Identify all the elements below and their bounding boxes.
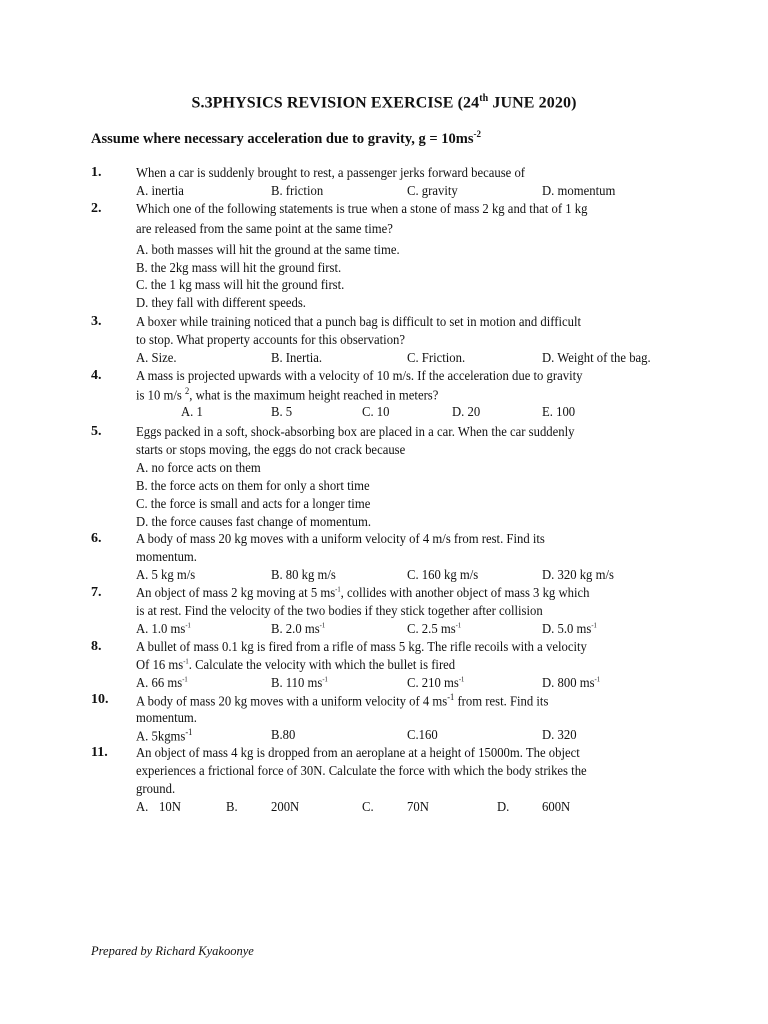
question-text: An object of mass 4 kg is dropped from an aeroplane at a height of 15000m. The object <box>136 745 580 760</box>
author-footer: Prepared by Richard Kyakoonye <box>91 944 254 958</box>
option-a: A. 66 $ms^{-1}$ <box>136 675 188 690</box>
option-d: D. the force causes fast change of momentum. <box>136 514 372 529</box>
option-b: B. friction <box>271 183 324 198</box>
option-b: B. the force acts on them for only a short time <box>136 478 370 493</box>
question-text: A bullet of mass 0.1 kg is fired from a rifle of mass 5 kg. The rifle recoils with a velocity <box>136 639 587 654</box>
option-c: C. the 1 kg mass will hit the ground first. <box>136 277 345 292</box>
option-a-value: 10N <box>159 799 181 814</box>
question-text: A boxer while training noticed that a punch bag is difficult to set in motion and difficult <box>136 314 582 329</box>
question-number: 5. <box>91 424 102 439</box>
option-d: D. they fall with different speeds. <box>136 295 306 310</box>
option-d: D. Weight of the bag. <box>542 350 651 365</box>
question-text: Which one of the following statements is true when a stone of mass 2 kg and that of 1 kg <box>136 201 588 216</box>
question-text: Eggs packed in a soft, shock-absorbing box are placed in a car. When the car suddenly <box>136 424 575 439</box>
question-number: 11. <box>91 745 108 760</box>
question-number: 7. <box>91 585 102 600</box>
option-d: D. 320 kg m/s <box>542 567 614 582</box>
option-c: C. gravity <box>407 183 458 198</box>
question-text: Of 16 $ms^{-1}$. Calculate the velocity with which the bullet is fired <box>136 657 456 672</box>
question-text: starts or stops moving, the eggs do not crack because <box>136 442 406 457</box>
option-c: C. the force is small and acts for a longer time <box>136 496 371 511</box>
option-d-label: D. <box>497 799 510 814</box>
option-a: A. 5kgms$^{-1}$ <box>136 727 193 744</box>
option-a: A. inertia <box>136 183 184 198</box>
option-b-value: 200N <box>271 799 300 814</box>
option-b: B. 80 kg m/s <box>271 567 336 582</box>
question-number: 2. <box>91 201 102 216</box>
option-c: C.160 <box>407 727 438 742</box>
question-text: experiences a frictional force of 30N. Calculate the force with which the body strikes the <box>136 763 587 778</box>
question-text: momentum. <box>136 549 197 564</box>
question-text: A body of mass 20 kg moves with a uniform velocity of 4 m/s from rest. Find its <box>136 531 545 546</box>
option-b: B. Inertia. <box>271 350 323 365</box>
option-d: D. 320 <box>542 727 577 742</box>
option-a: A. no force acts on them <box>136 460 261 475</box>
question-text: to stop. What property accounts for this observation? <box>136 332 406 347</box>
question-number: 1. <box>91 165 102 180</box>
question-text: When a car is suddenly brought to rest, a passenger jerks forward because of <box>136 165 526 180</box>
option-d: D. 20 <box>452 404 481 419</box>
option-b-label: B. <box>226 799 238 814</box>
option-d: D. momentum <box>542 183 616 198</box>
option-c-label: C. <box>362 799 374 814</box>
question-text: ground. <box>136 781 176 796</box>
option-b: B. 5 <box>271 404 293 419</box>
option-d-value: 600N <box>542 799 571 814</box>
question-text: is at rest. Find the velocity of the two bodies if they stick together after collision <box>136 603 543 618</box>
option-e: E. 100 <box>542 404 576 419</box>
question-text: momentum. <box>136 710 197 725</box>
question-number: 4. <box>91 368 102 383</box>
option-c-value: 70N <box>407 799 429 814</box>
option-a: A. Size. <box>136 350 177 365</box>
option-c: C. Friction. <box>407 350 466 365</box>
question-number: 8. <box>91 639 102 654</box>
option-c: C. 210 $ms^{-1}$ <box>407 675 465 690</box>
page-title: S.3PHYSICS REVISION EXERCISE (24th JUNE 2020) <box>191 93 577 112</box>
question-number: 3. <box>91 314 102 329</box>
option-a: A. 1.0 $ms^{-1}$ <box>136 621 191 636</box>
question-text: An object of mass 2 kg moving at 5 $ms^{-1}$, collides with another object of mass 3 kg which <box>136 585 590 600</box>
option-a: A. 1 <box>181 404 203 419</box>
option-d: D. 5.0 $ms^{-1}$ <box>542 621 597 636</box>
option-a: A. 5 kg m/s <box>136 567 196 582</box>
option-a: A. both masses will hit the ground at the same time. <box>136 242 400 257</box>
question-number: 10. <box>91 692 109 707</box>
question-text: A mass is projected upwards with a velocity of 10 m/s. If the acceleration due to gravity <box>136 368 583 383</box>
question-text: A body of mass 20 kg moves with a uniform velocity of 4 $ms^{-1}$ from rest. Find its <box>136 692 549 709</box>
question-number: 6. <box>91 531 102 546</box>
option-b: B. the 2kg mass will hit the ground first. <box>136 260 342 275</box>
option-b: B. 110 $ms^{-1}$ <box>271 675 328 690</box>
option-b: B. 2.0 $ms^{-1}$ <box>271 621 326 636</box>
question-text: are released from the same point at the same time? <box>136 221 393 236</box>
option-c: C. 160 kg m/s <box>407 567 479 582</box>
option-c: C. 10 <box>362 404 390 419</box>
gravity-assumption: Assume where necessary acceleration due to gravity, $g = 10ms^{-2}$ <box>91 129 482 147</box>
question-text: is 10 m/s $^2$, what is the maximum height reached in meters? <box>136 386 439 403</box>
option-a-label: A. <box>136 799 149 814</box>
option-c: C. 2.5 $ms^{-1}$ <box>407 621 462 636</box>
option-d: D. 800 $ms^{-1}$ <box>542 675 601 690</box>
option-b: B.80 <box>271 727 296 742</box>
